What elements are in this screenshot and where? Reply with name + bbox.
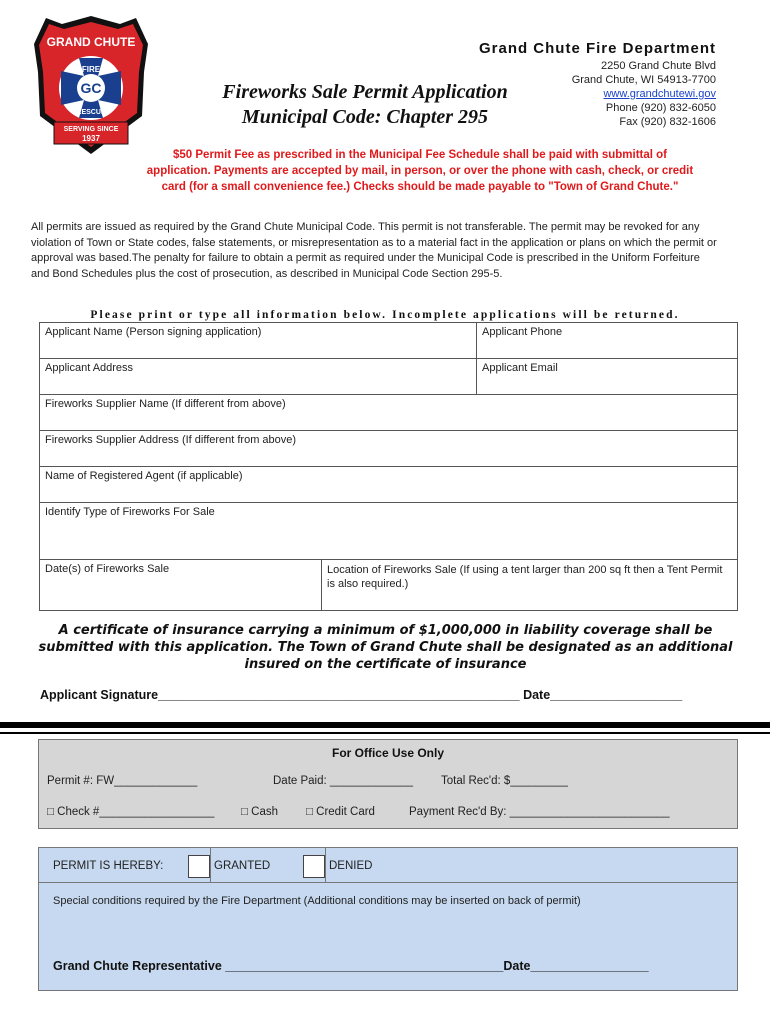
registered-agent-label: Name of Registered Agent (if applicable)	[45, 470, 243, 482]
applicant-phone-label: Applicant Phone	[482, 326, 563, 338]
fireworks-type-field[interactable]	[40, 503, 738, 560]
permit-number-field[interactable]: Permit #: FW_____________	[47, 775, 198, 787]
logo-year: 1937	[82, 134, 100, 143]
application-form	[39, 322, 738, 611]
denied-divider	[325, 848, 326, 883]
representative-signature-line[interactable]	[53, 959, 649, 973]
permit-hereby-label: PERMIT IS HEREBY:	[53, 860, 164, 872]
denied-checkbox[interactable]	[303, 855, 325, 878]
supplier-name-field[interactable]	[40, 395, 738, 431]
representative-blank[interactable]: ________________________________________	[225, 959, 504, 973]
logo-top-text: GRAND CHUTE	[46, 35, 136, 49]
intro-paragraph: All permits are issued as required by the Grand Chute Municipal Code. This permit is not transferable. The permit may be revoked for any violation of Town or State codes, false statements, or misrepresentation as to a material fact in the application or plans on which the permit or approval was based.The penalty for failure to obtain a permit as required under the Municipal Code is prescribed in the Uniform Forfeiture and Bond Schedules plus the cost of prosecution, as described in Municipal Code Section 295-5.	[31, 221, 717, 280]
granted-checkbox[interactable]	[188, 855, 210, 878]
applicant-signature-blank[interactable]: ____________________________________________________	[158, 688, 520, 702]
department-address-1: 2250 Grand Chute Blvd	[601, 60, 716, 72]
applicant-name-label: Applicant Name (Person signing application)	[45, 326, 262, 338]
instruction-text: Please print or type all information below. Incomplete applications will be returned.	[90, 309, 680, 321]
section-divider-thin	[0, 732, 770, 734]
applicant-phone-field[interactable]	[477, 323, 738, 359]
office-use-panel	[38, 739, 738, 829]
title-line-1: Fireworks Sale Permit Application	[222, 81, 508, 103]
special-conditions-label: Special conditions required by the Fire Department (Additional conditions may be inserted on back of permit)	[53, 895, 581, 907]
department-phone: Phone (920) 832-6050	[605, 102, 716, 114]
logo-monogram: GC	[80, 80, 102, 96]
representative-label: Grand Chute Representative	[53, 959, 222, 973]
applicant-date-blank[interactable]: ___________________	[550, 688, 683, 702]
office-use-header: For Office Use Only	[331, 746, 445, 760]
supplier-address-label: Fireworks Supplier Address (If different from above)	[45, 434, 297, 446]
granted-divider	[210, 848, 211, 883]
applicant-address-field[interactable]	[40, 359, 477, 395]
cash-checkbox[interactable]: □ Cash	[241, 806, 278, 818]
fee-notice: $50 Permit Fee as prescribed in the Municipal Fee Schedule shall be paid with submittal of application. Payments are accepted by mail, in person, or over the phone with cash, check, or credit card (for a small convenience fee.) Checks should be made payable to "Town of Grand Chute."	[146, 149, 694, 193]
applicant-email-label: Applicant Email	[482, 362, 558, 374]
fire-department-logo	[32, 14, 150, 156]
department-fax: Fax (920) 832-1606	[619, 116, 716, 128]
logo-fire-text: FIRE	[81, 65, 101, 74]
section-divider-thick	[0, 722, 770, 728]
logo-serving-text: SERVING SINCE	[63, 126, 119, 133]
applicant-address-label: Applicant Address	[45, 362, 134, 374]
payment-received-by-field[interactable]: Payment Rec'd By: _________________________	[409, 806, 670, 818]
department-name: Grand Chute Fire Department	[478, 40, 716, 57]
fireworks-type-label: Identify Type of Fireworks For Sale	[45, 506, 215, 518]
denied-label: DENIED	[329, 860, 373, 872]
logo-rescue-text: RESCUE	[76, 109, 106, 116]
permit-status-row	[39, 848, 737, 883]
department-info	[479, 42, 716, 129]
representative-date-blank[interactable]: _________________	[530, 959, 649, 973]
supplier-name-label: Fireworks Supplier Name (If different from above)	[45, 398, 286, 410]
insurance-notice: A certificate of insurance carrying a minimum of $1,000,000 in liability coverage shall be submitted with this application. The Town of Grand Chute shall be designated as an additional insured on the certificate of insurance	[38, 623, 733, 672]
sale-location-label: Location of Fireworks Sale (If using a tent larger than 200 sq ft then a Tent Permit is also required.)	[327, 564, 723, 590]
granted-label: GRANTED	[214, 860, 271, 872]
sale-dates-label: Date(s) of Fireworks Sale	[45, 563, 170, 575]
representative-date-label: Date	[503, 959, 531, 973]
sale-location-field[interactable]	[322, 560, 737, 610]
permit-decision-panel	[38, 847, 738, 991]
title-line-2: Municipal Code: Chapter 295	[241, 106, 489, 128]
applicant-email-field[interactable]	[477, 359, 738, 395]
supplier-address-field[interactable]	[40, 431, 738, 467]
total-received-field[interactable]: Total Rec'd: $_________	[441, 775, 568, 787]
credit-card-checkbox[interactable]: □ Credit Card	[306, 806, 375, 818]
applicant-date-label: Date	[523, 688, 551, 702]
sale-date-location-row	[40, 560, 738, 611]
applicant-name-field[interactable]	[40, 323, 477, 359]
check-number-field[interactable]: □ Check #__________________	[47, 806, 215, 818]
sale-dates-field[interactable]	[40, 560, 322, 610]
department-address-2: Grand Chute, WI 54913-7700	[571, 74, 716, 86]
applicant-signature-line[interactable]	[40, 688, 730, 702]
applicant-signature-label: Applicant Signature	[40, 688, 159, 702]
date-paid-field[interactable]: Date Paid: _____________	[273, 775, 414, 787]
department-website-link[interactable]: www.grandchutewi.gov	[603, 88, 716, 100]
registered-agent-field[interactable]	[40, 467, 738, 503]
